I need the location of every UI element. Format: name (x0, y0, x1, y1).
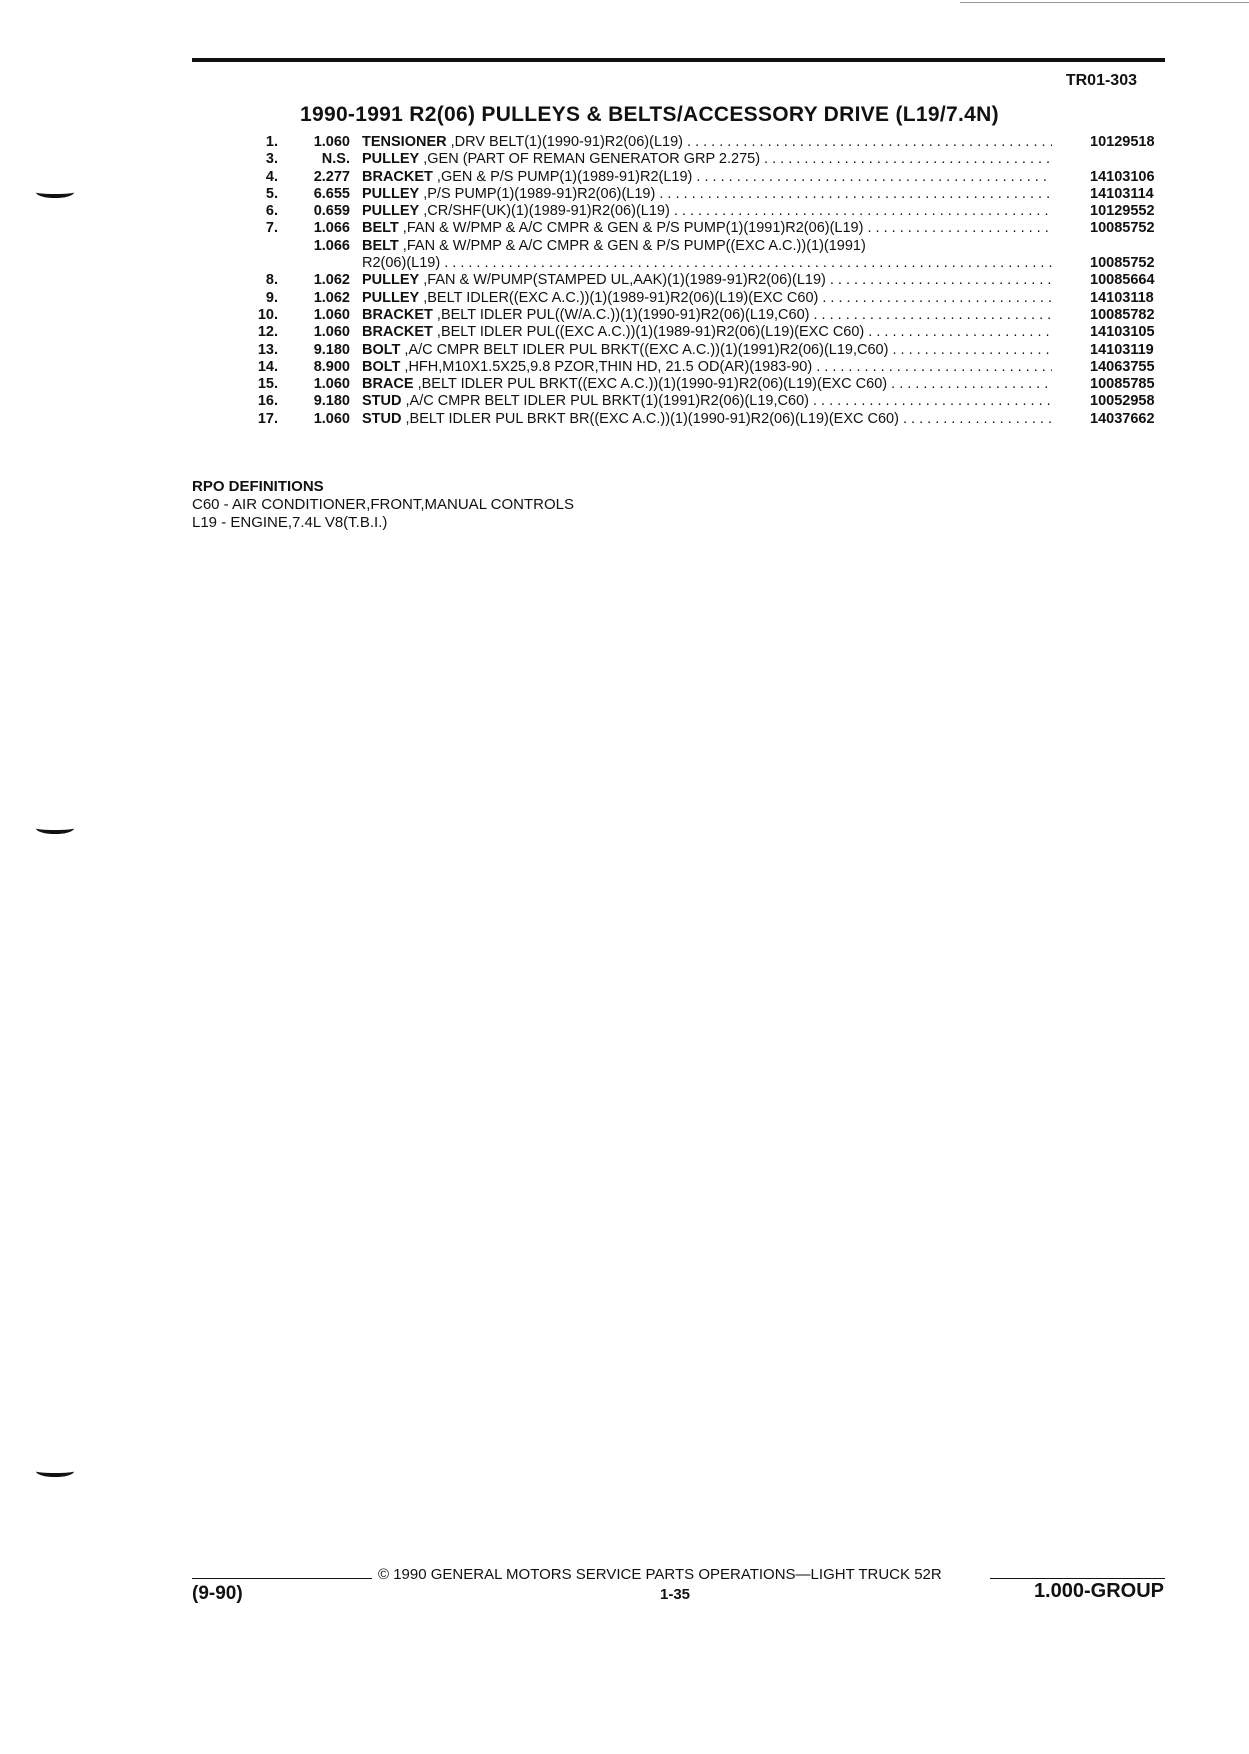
group-number: 1.066 (313, 220, 350, 237)
group-number: 1.062 (313, 289, 350, 306)
parts-row (230, 359, 1167, 376)
page-number: 1-35 (660, 1586, 691, 1603)
part-detail: ,BELT IDLER((EXC A.C.))(1)(1989-91)R2(06)(L19)(EXC C60) (419, 289, 819, 306)
ref-number: 13. (257, 341, 278, 358)
parts-row (230, 238, 1167, 255)
part-name: BELT (362, 220, 399, 237)
part-number: 10129518 (1090, 134, 1155, 150)
part-detail: ,BELT IDLER PUL((W/A.C.))(1)(1990-91)R2(06)(L19,C60) (432, 306, 810, 323)
part-number: 10085664 (1090, 272, 1155, 289)
ref-number: 1. (265, 134, 278, 150)
parts-row (230, 186, 1167, 203)
part-detail: ,FAN & W/PUMP(STAMPED UL,AAK)(1)(1989-91)R2(06)(L19) (419, 272, 826, 289)
part-detail: ,GEN & P/S PUMP(1)(1989-91)R2(L19) (432, 168, 693, 185)
part-description (362, 393, 1052, 410)
part-detail: ,FAN & W/PMP & A/C CMPR & GEN & P/S PUMP((EXC A.C.))(1)(1991) (398, 237, 866, 254)
part-description (362, 411, 1052, 428)
parts-row (230, 393, 1167, 410)
part-name: PULLEY (362, 151, 420, 168)
part-number: 14103119 (1090, 341, 1154, 358)
part-name: BOLT (362, 341, 401, 358)
page-code: TR01-303 (1065, 72, 1137, 89)
part-description (362, 307, 1052, 324)
parts-row (230, 290, 1167, 307)
part-description (362, 220, 1052, 237)
ref-number: 17. (257, 410, 278, 427)
binder-hole-mark (36, 1465, 74, 1477)
part-name: PULLEY (362, 272, 420, 289)
parts-row (230, 342, 1167, 359)
binder-hole-mark (36, 186, 74, 198)
part-description (362, 290, 1052, 307)
part-name: STUD (362, 393, 402, 410)
group-number: 1.060 (313, 306, 350, 323)
group-number: 1.062 (313, 272, 350, 289)
ref-number: 7. (265, 220, 278, 237)
parts-list (230, 134, 1167, 428)
part-name: BRACKET (362, 168, 433, 185)
part-number: 10052958 (1090, 393, 1155, 410)
ref-number: 14. (257, 358, 278, 375)
parts-row (230, 169, 1167, 186)
group-label: 1.000-GROUP (1033, 1580, 1164, 1602)
group-number: 6.655 (313, 185, 350, 202)
parts-row (230, 151, 1167, 168)
part-description (362, 324, 1052, 341)
group-number: 9.180 (313, 393, 350, 410)
group-number: 0.659 (313, 203, 350, 220)
ref-number: 16. (257, 393, 278, 410)
parts-row (230, 411, 1167, 428)
parts-row (230, 307, 1167, 324)
part-detail: ,FAN & W/PMP & A/C CMPR & GEN & P/S PUMP(1)(1991)R2(06)(L19) (398, 220, 864, 237)
part-detail: ,BELT IDLER PUL BRKT BR((EXC A.C.))(1)(1990-91)R2(06)(L19)(EXC C60) (401, 410, 899, 427)
page-title: 1990-1991 R2(06) PULLEYS & BELTS/ACCESSORY DRIVE (L19/7.4N) (300, 103, 999, 126)
part-detail: ,A/C CMPR BELT IDLER PUL BRKT(1)(1991)R2(06)(L19,C60) (401, 393, 809, 410)
parts-row (230, 134, 1167, 151)
revision-date: (9-90) (192, 1583, 243, 1604)
part-number: 10085752 (1090, 220, 1155, 237)
part-detail: ,HFH,M10X1.5X25,9.8 PZOR,THIN HD, 21.5 OD(AR)(1983-90) (400, 358, 813, 375)
part-number: 10085785 (1090, 376, 1155, 393)
part-number: 10085782 (1090, 306, 1155, 323)
part-number: 14103114 (1090, 185, 1154, 202)
parts-row (230, 376, 1167, 393)
part-detail: ,DRV BELT(1)(1990-91)R2(06)(L19) (446, 134, 683, 150)
part-name: PULLEY (362, 185, 420, 202)
header-rule (192, 58, 1165, 62)
rpo-item: L19 - ENGINE,7.4L V8(T.B.I.) (192, 514, 388, 531)
part-detail: R2(06)(L19) (362, 255, 441, 272)
binder-hole-mark (36, 822, 74, 834)
rpo-heading: RPO DEFINITIONS (192, 478, 324, 495)
parts-row (230, 324, 1167, 341)
parts-row (230, 203, 1167, 220)
copyright-notice: © 1990 GENERAL MOTORS SERVICE PARTS OPERATIONS—LIGHT TRUCK 52R (378, 1566, 942, 1583)
ref-number: 10. (257, 306, 278, 323)
group-number: 8.900 (313, 358, 350, 375)
rpo-item: C60 - AIR CONDITIONER,FRONT,MANUAL CONTROLS (192, 496, 574, 513)
part-description (362, 342, 1052, 359)
part-description (362, 186, 1052, 203)
parts-row (230, 255, 1167, 272)
parts-row (230, 272, 1167, 289)
part-name: BRACKET (362, 324, 433, 341)
part-description (362, 203, 1052, 220)
part-description (362, 151, 1052, 168)
part-number: 10129552 (1090, 203, 1155, 220)
group-number: N.S. (321, 151, 350, 168)
footer-rule-left (192, 1578, 372, 1579)
part-name: BELT (362, 237, 399, 254)
part-description (362, 134, 1052, 151)
ref-number: 4. (265, 168, 278, 185)
ref-number: 8. (265, 272, 278, 289)
part-description (362, 169, 1052, 186)
part-description (362, 272, 1052, 289)
group-number: 9.180 (313, 341, 350, 358)
part-description (362, 376, 1052, 393)
group-number: 1.060 (313, 134, 350, 150)
part-description (362, 238, 1052, 255)
ref-number: 15. (257, 376, 278, 393)
group-number: 2.277 (313, 168, 350, 185)
part-detail: ,CR/SHF(UK)(1)(1989-91)R2(06)(L19) (419, 203, 670, 220)
part-number: 14063755 (1090, 358, 1155, 375)
part-detail: ,BELT IDLER PUL((EXC A.C.))(1)(1989-91)R2(06)(L19)(EXC C60) (432, 324, 865, 341)
group-number: 1.060 (313, 324, 350, 341)
part-number: 14103118 (1090, 289, 1154, 306)
ref-number: 9. (265, 289, 278, 306)
part-name: BRACE (362, 376, 414, 393)
part-name: TENSIONER (362, 134, 447, 150)
part-number: 10085752 (1090, 255, 1155, 272)
group-number: 1.060 (313, 376, 350, 393)
ref-number: 3. (265, 151, 278, 168)
part-detail: ,P/S PUMP(1)(1989-91)R2(06)(L19) (419, 185, 656, 202)
footer-rule-right (990, 1578, 1165, 1579)
ref-number: 12. (257, 324, 278, 341)
part-name: BRACKET (362, 306, 433, 323)
part-description (362, 255, 1052, 272)
part-detail: ,A/C CMPR BELT IDLER PUL BRKT((EXC A.C.))(1)(1991)R2(06)(L19,C60) (400, 341, 889, 358)
part-name: PULLEY (362, 203, 420, 220)
group-number: 1.066 (313, 237, 350, 254)
part-name: STUD (362, 410, 402, 427)
part-detail: ,GEN (PART OF REMAN GENERATOR GRP 2.275) (419, 151, 761, 168)
scan-edge-line (960, 2, 1249, 3)
ref-number: 6. (265, 203, 278, 220)
part-name: PULLEY (362, 289, 420, 306)
part-number: 14103106 (1090, 168, 1155, 185)
parts-row (230, 220, 1167, 237)
part-number: 14103105 (1090, 324, 1155, 341)
group-number: 1.060 (313, 410, 350, 427)
ref-number: 5. (265, 185, 278, 202)
part-name: BOLT (362, 358, 401, 375)
part-detail: ,BELT IDLER PUL BRKT((EXC A.C.))(1)(1990-91)R2(06)(L19)(EXC C60) (413, 376, 888, 393)
part-description (362, 359, 1052, 376)
rpo-definitions (192, 478, 574, 532)
part-number: 14037662 (1090, 410, 1155, 427)
